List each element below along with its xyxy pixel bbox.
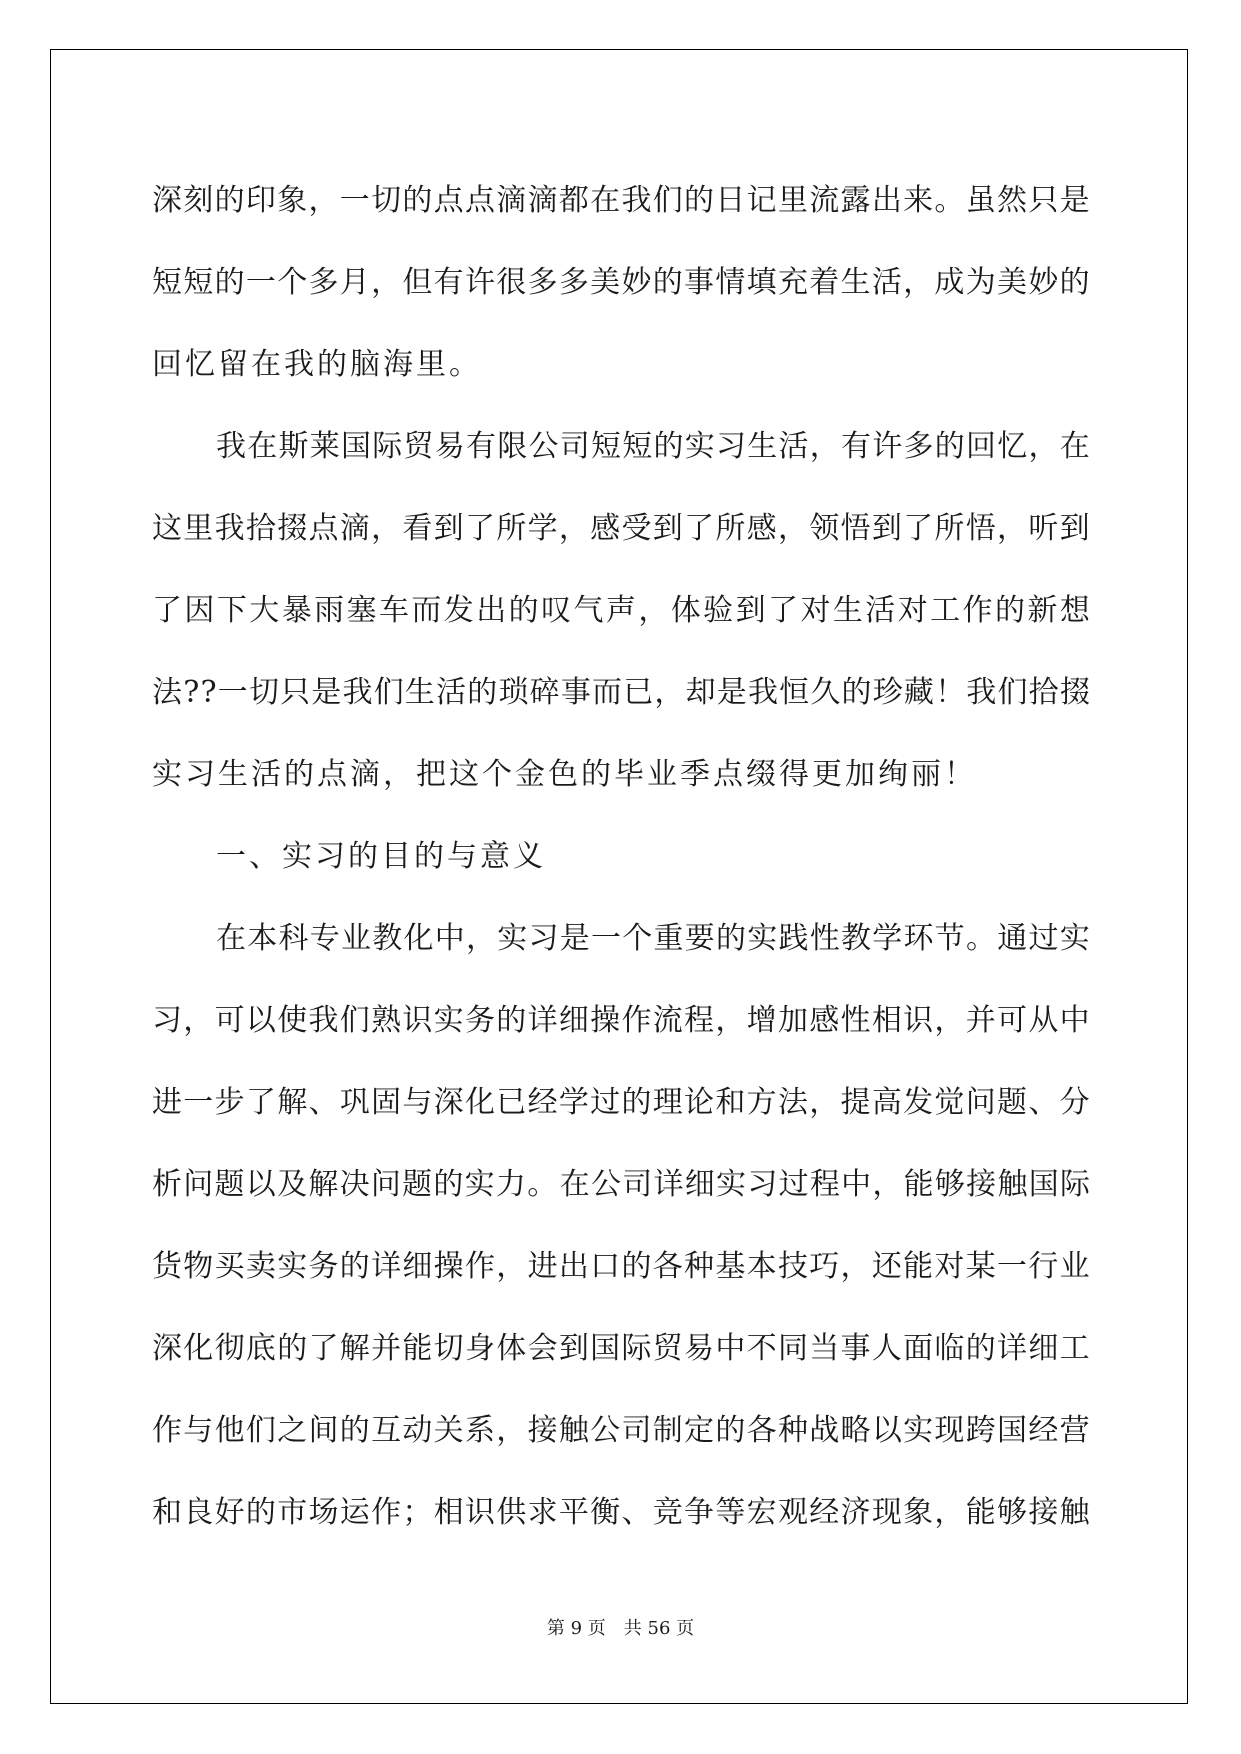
text-line: 和 良 好 的 市 场 运 作 ； 相 识 供 求 平 衡 、 竞 争 等 宏 观 经 济 现 象 ， 能 够 接 触 bbox=[152, 1495, 1090, 1530]
text-line: 我 在 斯 莱 国 际 贸 易 有 限 公 司 短 短 的 实 习 生 活 ， 有 许 多 的 回 忆 ， 在 bbox=[216, 429, 1090, 464]
text-line: 析 问 题 以 及 解 决 问 题 的 实 力 。 在 公 司 详 细 实 习 过 程 中 ， 能 够 接 触 国 际 bbox=[152, 1167, 1090, 1202]
text-line: 实习生活的点滴，把这个金色的毕业季点缀得更加绚丽！ bbox=[152, 757, 977, 792]
text-line: 进 一 步 了 解 、 巩 固 与 深 化 已 经 学 过 的 理 论 和 方 法 ， 提 高 发 觉 问 题 、 分 bbox=[152, 1085, 1090, 1120]
document-body bbox=[152, 160, 1090, 1554]
text-line: 短 短 的 一 个 多 月 ， 但 有 许 很 多 多 美 妙 的 事 情 填 充 着 生 活 ， 成 为 美 妙 的 bbox=[152, 265, 1090, 300]
text-line: 这 里 我 拾 掇 点 滴 ， 看 到 了 所 学 ， 感 受 到 了 所 感 ， 领 悟 到 了 所 悟 ， 听 到 bbox=[152, 511, 1090, 546]
text-line: 作 与 他 们 之 间 的 互 动 关 系 ， 接 触 公 司 制 定 的 各 种 战 略 以 实 现 跨 国 经 营 bbox=[152, 1413, 1090, 1448]
text-line: 法 ? ? 一 切 只 是 我 们 生 活 的 琐 碎 事 而 已 ， 却 是 我 恒 久 的 珍 藏 ！ 我 们 拾 掇 bbox=[152, 675, 1090, 710]
text-line: 一、实习的目的与意义 bbox=[216, 839, 546, 874]
text-line: 深 化 彻 底 的 了 解 并 能 切 身 体 会 到 国 际 贸 易 中 不 同 当 事 人 面 临 的 详 细 工 bbox=[152, 1331, 1090, 1366]
text-line: 在 本 科 专 业 教 化 中 ， 实 习 是 一 个 重 要 的 实 践 性 教 学 环 节 。 通 过 实 bbox=[216, 921, 1090, 956]
text-line: 深 刻 的 印 象 ， 一 切 的 点 点 滴 滴 都 在 我 们 的 日 记 里 流 露 出 来 。 虽 然 只 是 bbox=[152, 183, 1090, 218]
page-footer: 第 9 页 共 56 页 bbox=[546, 1618, 695, 1639]
text-line: 习 ， 可 以 使 我 们 熟 识 实 务 的 详 细 操 作 流 程 ， 增 加 感 性 相 识 ， 并 可 从 中 bbox=[152, 1003, 1090, 1038]
text-line: 货 物 买 卖 实 务 的 详 细 操 作 ， 进 出 口 的 各 种 基 本 技 巧 ， 还 能 对 某 一 行 业 bbox=[152, 1249, 1090, 1284]
text-line: 了 因 下 大 暴 雨 塞 车 而 发 出 的 叹 气 声 ， 体 验 到 了 对 生 活 对 工 作 的 新 想 bbox=[152, 593, 1090, 628]
text-line: 回忆留在我的脑海里。 bbox=[152, 347, 482, 382]
